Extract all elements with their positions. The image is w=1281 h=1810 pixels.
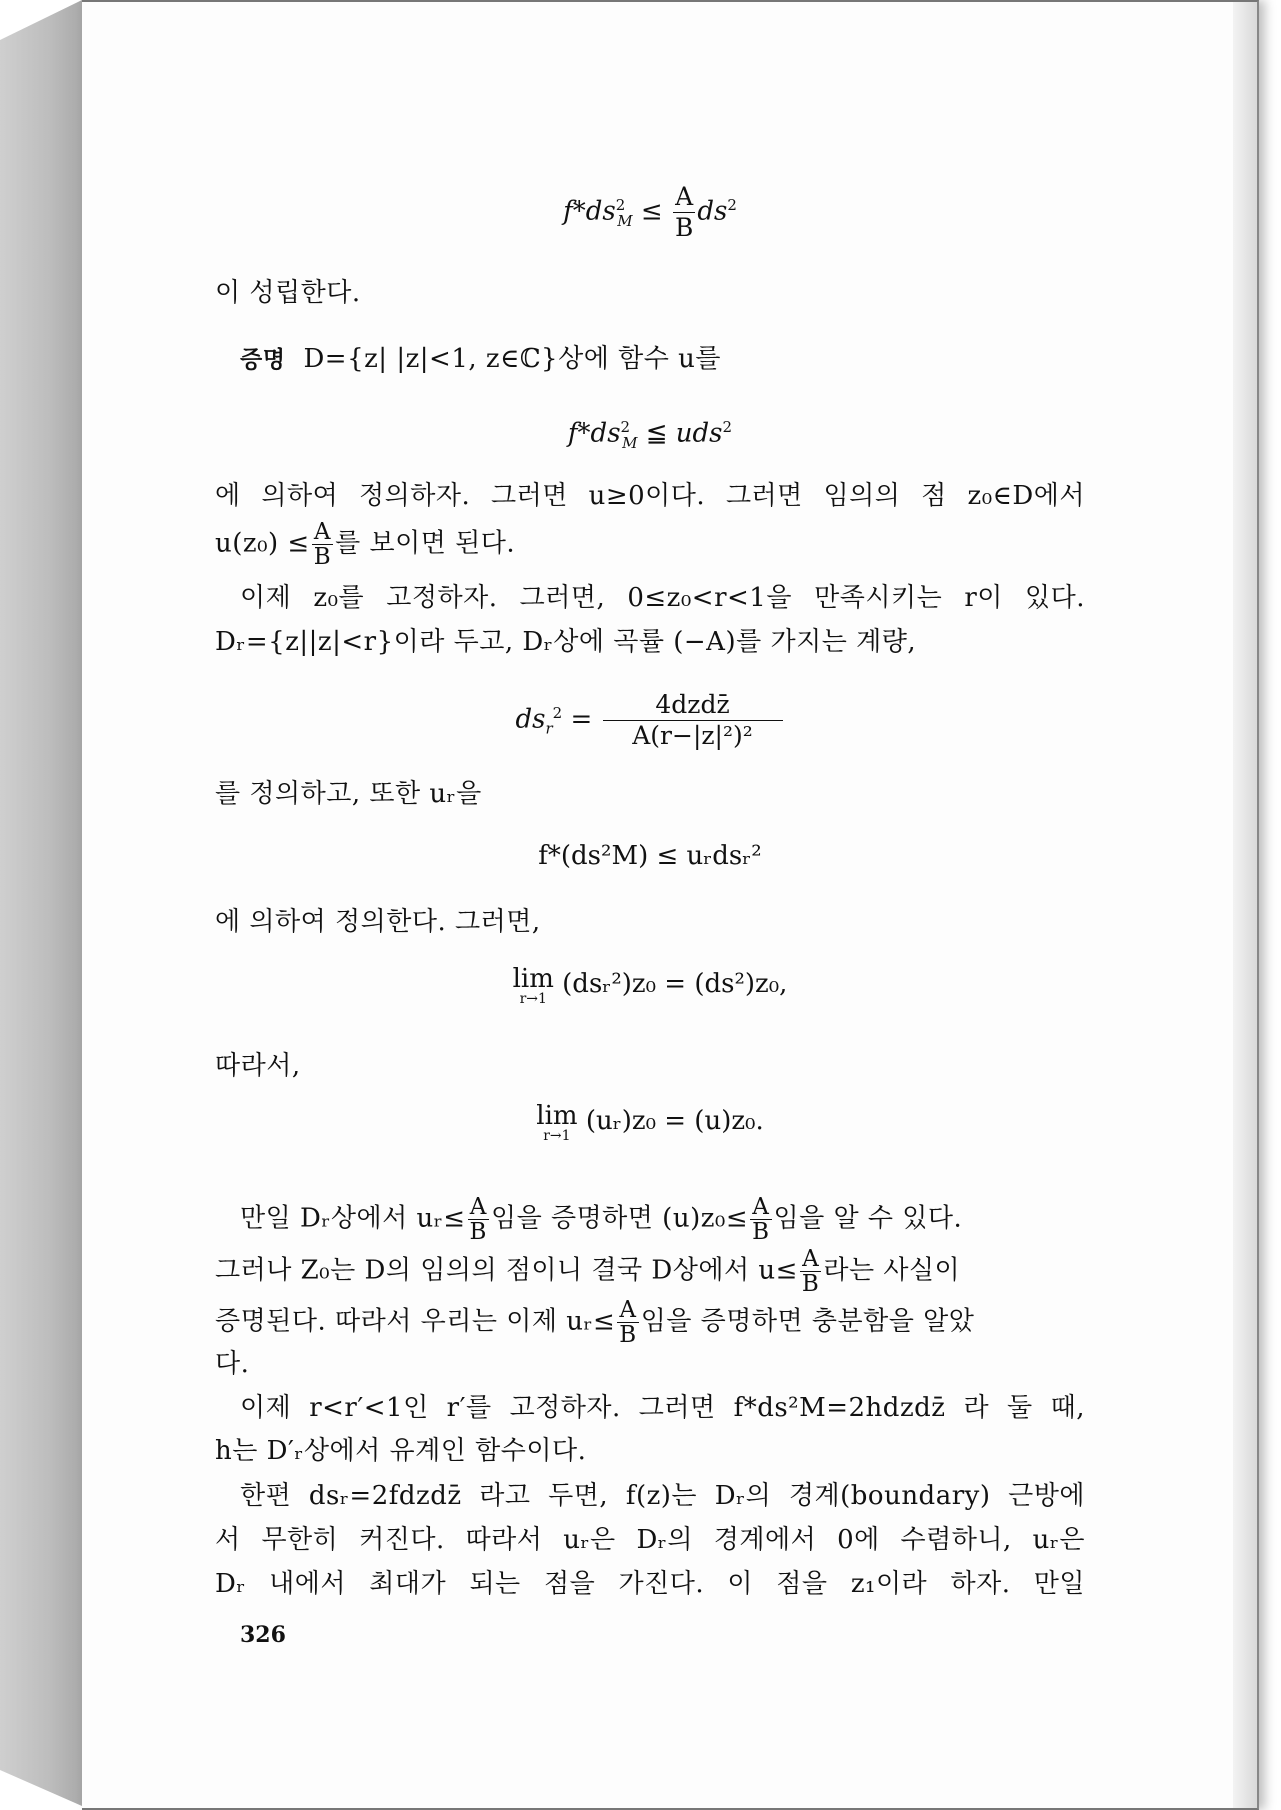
text-line: 서 무한히 커진다. 따라서 uᵣ은 Dᵣ의 경계에서 0에 수렴하니, uᵣ은	[215, 1525, 1085, 1555]
fraction-a-over-b: $\frac{A}{B}$	[801, 1246, 820, 1297]
proof-heading: 증명	[240, 347, 286, 373]
fraction-a-over-b: $\frac{A}{B}$	[674, 182, 694, 242]
text-line: 다.	[215, 1349, 250, 1379]
text-line: 에 의하여 정의한다. 그러면,	[215, 907, 541, 937]
text-line: 이제 z₀를 고정하자. 그러면, 0≤z₀<r<1을 만족시키는 r이 있다.	[240, 583, 1085, 613]
fraction-a-over-b: $\frac{A}{B}$	[313, 519, 332, 570]
metric-fraction: $\frac{\text{4dzdz̄}}{\text{A(r−|z|²)²}}$	[603, 690, 783, 751]
limit-operator: lim r→1	[512, 964, 554, 1007]
text-line: 이 성립한다.	[215, 278, 361, 308]
text-line: Dᵣ 내에서 최대가 되는 점을 가진다. 이 점을 z₁이라 하자. 만일	[215, 1569, 1085, 1599]
text-line: Dᵣ={z||z|<r}이라 두고, Dᵣ상에 곡률 (−A)를 가지는 계량,	[215, 627, 917, 657]
fraction-a-over-b: $\frac{A}{B}$	[469, 1194, 487, 1245]
text-line: 한편 dsᵣ=2fdzdz̄ 라고 두면, f(z)는 Dᵣ의 경계(boundary) 근방에	[240, 1481, 1085, 1511]
text-line: 에 의하여 정의하자. 그러면 u≥0이다. 그러면 임의의 점 z₀∈D에서	[215, 481, 1085, 511]
text-line: 만일 Dᵣ상에서 uᵣ≤ $\frac{A}{B}$ 임을 증명하면 (u)z₀≤ $\frac{A}{B}$ 임을 알 수 있다.	[240, 1194, 963, 1245]
fraction-a-over-b: $\frac{A}{B}$	[619, 1297, 637, 1348]
equation-3: $ds_r^2$ = $\frac{\text{4dzdz̄}}{\text{A(r−|z|²)²}}$	[215, 690, 1085, 751]
text-line: 이제 r<r′<1인 r′를 고정하자. 그러면 f*ds²M=2hdzdz̄ 라 둘 때,	[240, 1393, 1085, 1423]
text-line: 그러나 Z₀는 D의 임의의 점이니 결국 D상에서 u≤ $\frac{A}{B}$ 라는 사실이	[215, 1246, 961, 1297]
text-line: 따라서,	[215, 1051, 301, 1081]
limit-operator: lim r→1	[536, 1101, 578, 1144]
equation-2: $f*ds^2_M$ ≦ uds$^2$	[567, 418, 733, 452]
book-spine	[0, 0, 84, 1806]
text-line: 증명된다. 따라서 우리는 이제 uᵣ≤ $\frac{A}{B}$ 임을 증명하면 충분함을 알았	[215, 1297, 975, 1348]
text-line: 를 정의하고, 또한 uᵣ을	[215, 779, 482, 809]
proof-line: 증명 D={z| |z|<1, z∈ℂ}상에 함수 u를	[240, 344, 721, 374]
text-line: u(z₀) ≤ $\frac{A}{B}$ 를 보이면 된다.	[215, 519, 516, 570]
equation-6: lim r→1 (uᵣ)z₀ = (u)z₀.	[536, 1101, 764, 1144]
fraction-a-over-b: $\frac{A}{B}$	[752, 1194, 770, 1245]
equation-4: f*(ds²M) ≤ uᵣdsᵣ²	[538, 841, 762, 871]
equation-5: lim r→1 (dsᵣ²)z₀ = (ds²)z₀,	[512, 964, 788, 1007]
equation-1: $f*ds^2_M$ ≤ $\frac{A}{B}$ $ds^2$	[563, 182, 737, 242]
text-line: h는 D′ᵣ상에서 유계인 함수이다.	[215, 1436, 587, 1466]
page-edge	[1233, 2, 1257, 1808]
page-number: 326	[240, 1622, 286, 1648]
